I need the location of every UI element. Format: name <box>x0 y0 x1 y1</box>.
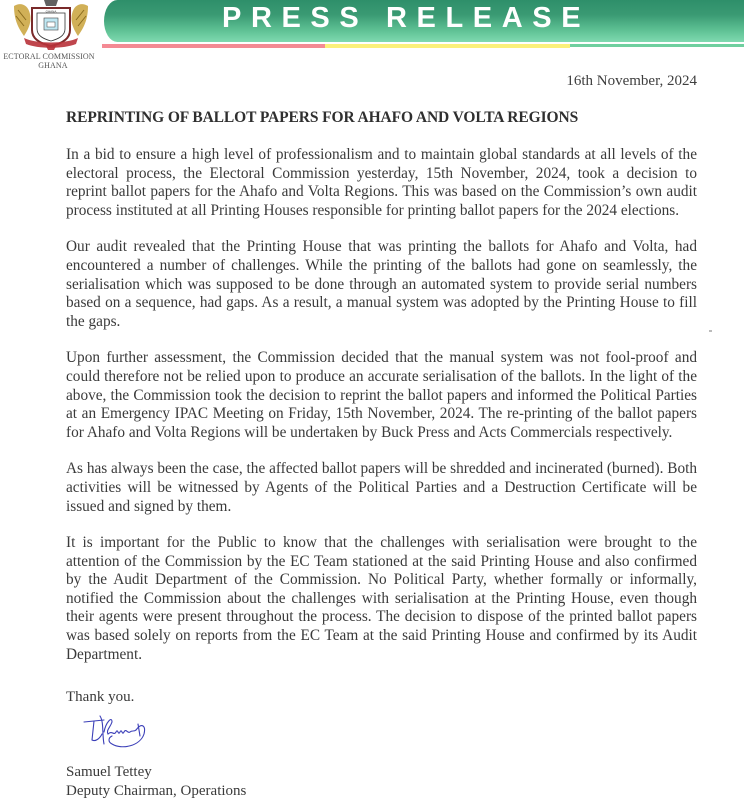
signatory-title: Deputy Chairman, Operations <box>66 783 247 799</box>
stripe-yellow <box>325 44 570 48</box>
paragraph: It is important for the Public to know that the challenges with serialisation were brought to the attention of the Commission by the EC Team stationed at the said Printing House and also confirmed by the Audit Department of the Commission. No Political Party, whether formally or informally, notified the Commission about the challenges with serialisation at the Printing House, even though their agents were present throughout the process. The decision to dispose of the printed ballot papers was based solely on reports from the EC Team at the said Printing House and confirmed by its Audit Department. <box>66 534 697 663</box>
signature-icon <box>82 712 152 754</box>
signatory-name: Samuel Tettey <box>66 764 152 780</box>
letterhead <box>0 0 744 70</box>
stripe-red <box>102 44 325 48</box>
release-date: 16th November, 2024 <box>566 73 697 89</box>
signatory-block <box>66 763 246 801</box>
press-release-body <box>66 146 697 682</box>
electoral-commission-logo <box>2 0 102 70</box>
coat-of-arms-icon <box>10 0 92 52</box>
press-release-title: REPRINTING OF BALLOT PAPERS FOR AHAFO AND VOLTA REGIONS <box>66 109 579 126</box>
press-release-banner <box>104 0 744 42</box>
stripe-green <box>570 44 744 47</box>
paragraph: In a bid to ensure a high level of professionalism and to maintain global standards at all levels of the electoral process, the Electoral Commission yesterday, 15th November, 2024, took a decision to reprint ballot papers for the Ahafo and Volta Regions. This was based on the Commission’s own audit process instituted at all Printing Houses responsible for printing ballot papers for the 2024 elections. <box>66 146 697 219</box>
closing-line: Thank you. <box>66 689 135 705</box>
paragraph: Upon further assessment, the Commission decided that the manual system was not fool-proof and could therefore not be relied upon to produce an accurate serialisation of the ballots. In the light of the above, the Commission took the decision to reprint the ballot papers and informed the Political Parties at an Emergency IPAC Meeting on Friday, 15th November, 2024. The re-printing of the ballot papers for Ahafo and Volta Regions will be undertaken by Buck Press and Acts Commercials respectively. <box>66 349 697 441</box>
logo-caption: ECTORAL COMMISSION GHANA <box>3 52 95 70</box>
banner-title: PRESS RELEASE <box>222 2 591 34</box>
paragraph: Our audit revealed that the Printing House that was printing the ballots for Ahafo and Volta, had encountered a number of challenges. While the printing of the ballots had gone on seamlessly, the serialisation which was supposed to be done through an automated system to provide serial numbers based on a sequence, had gaps. As a result, a manual system was adopted by the Printing House to fill the gaps. <box>66 238 697 330</box>
color-stripes <box>102 44 744 48</box>
paragraph: As has always been the case, the affected ballot papers will be shredded and incinerated (burned). Both activities will be witnessed by Agents of the Political Parties and a Destruction Certificate will be issued and signed by them. <box>66 460 697 515</box>
scan-speck <box>709 330 712 332</box>
svg-text:GHANA: GHANA <box>45 9 57 14</box>
